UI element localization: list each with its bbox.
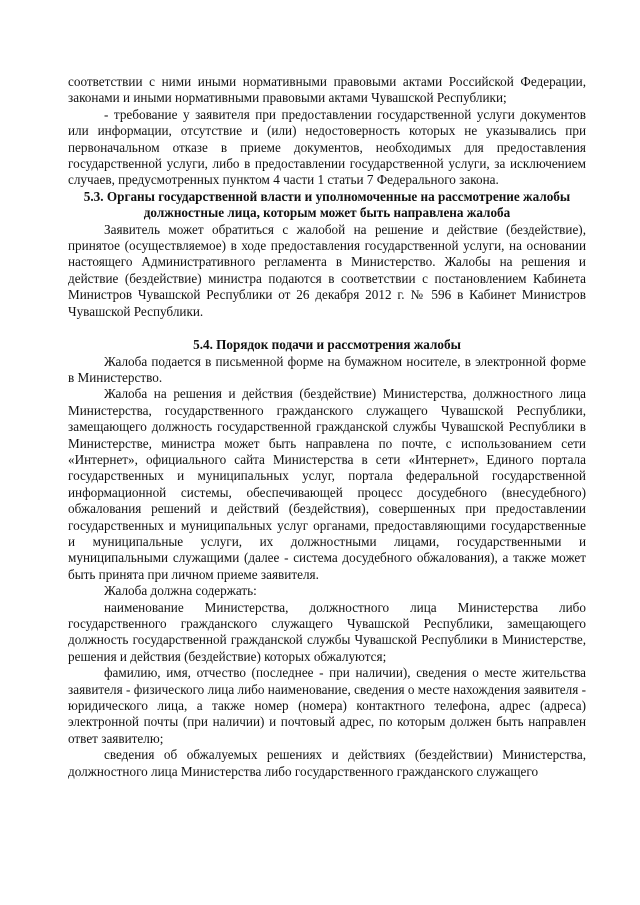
section-5-4-paragraph: Жалоба подается в письменной форме на бумажном носителе, в электронной форме в Министерство. bbox=[68, 353, 586, 385]
section-5-4-paragraph: фамилию, имя, отчество (последнее - при наличии), сведения о месте жительства заявителя - физического лица либо наименование, сведения о месте нахождения заявителя - юридического лица, а также номер (номера) контактного телефона, адрес (адреса) электронной почты (при наличии) и почтовый адрес, по которым должен быть направлен ответ заявителю; bbox=[68, 665, 586, 746]
section-5-3-heading: 5.3. Органы государственной власти и уполномоченные на рассмотрение жалобы должностные лица, которым может быть направлена жалоба bbox=[83, 188, 571, 221]
list-item-requirement: - требование у заявителя при предоставлении государственной услуги документов или информации, отсутствие и (или) недостоверность которых не указывались при первоначальном отказе в приеме документов, необходимых для предоставления государственной услуги, либо в предоставлении государственной услуги, за исключением случаев, предусмотренных пунктом 4 части 1 статьи 7 Федерального закона. bbox=[68, 106, 586, 188]
continuation-paragraph: соответствии с ними иными нормативными правовыми актами Российской Федерации, законами и иными нормативными правовыми актами Чувашской Республики; bbox=[68, 74, 586, 106]
section-5-4-heading: 5.4. Порядок подачи и рассмотрения жалобы bbox=[193, 337, 461, 353]
section-5-4-paragraph: Жалоба должна содержать: bbox=[104, 583, 257, 599]
document-page bbox=[68, 74, 586, 780]
section-5-4-paragraph: Жалоба на решения и действия (бездействие) Министерства, должностного лица Министерства, государственного гражданского служащего Чувашской Республики, замещающего должность государственной гражданской службы Чувашской Республики в Министерстве, министра может быть направлена по почте, с использованием сети «Интернет», официального сайта Министерства в сети «Интернет», Единого портала государственных и муниципальных услуг, портала федеральной государственной информационной системы, обеспечивающей процесс досудебного (внесудебного) обжалования решений и действий (бездействия), совершенных при предоставлении государственных и муниципальных услуг органами, предоставляющими государственные и муниципальные услуги, их должностными лицами, государственными и муниципальными служащими (далее - система досудебного обжалования), а также может быть принята при личном приеме заявителя. bbox=[68, 386, 586, 582]
section-5-3-paragraph: Заявитель может обратиться с жалобой на решение и действие (бездействие), принятое (осуществляемое) в ходе предоставления государственной услуги, на основании настоящего Административного регламента в Министерство. Жалобы на решения и действие (бездействие) министра подаются в соответствии с постановлением Кабинета Министров Чувашской Республики от 26 декабря 2012 г. № 596 в Кабинет Министров Чувашской Республики. bbox=[68, 221, 586, 319]
section-5-4-paragraph: наименование Министерства, должностного лица Министерства либо государственного гражданского служащего Чувашской Республики, замещающего должность государственной гражданской службы Чувашской Республики в Министерстве, решения и действия (бездействие) которых обжалуются; bbox=[68, 599, 586, 664]
section-5-4-paragraph: сведения об обжалуемых решениях и действиях (бездействии) Министерства, должностного лица Министерства либо государственного гражданского служащего bbox=[68, 747, 586, 779]
